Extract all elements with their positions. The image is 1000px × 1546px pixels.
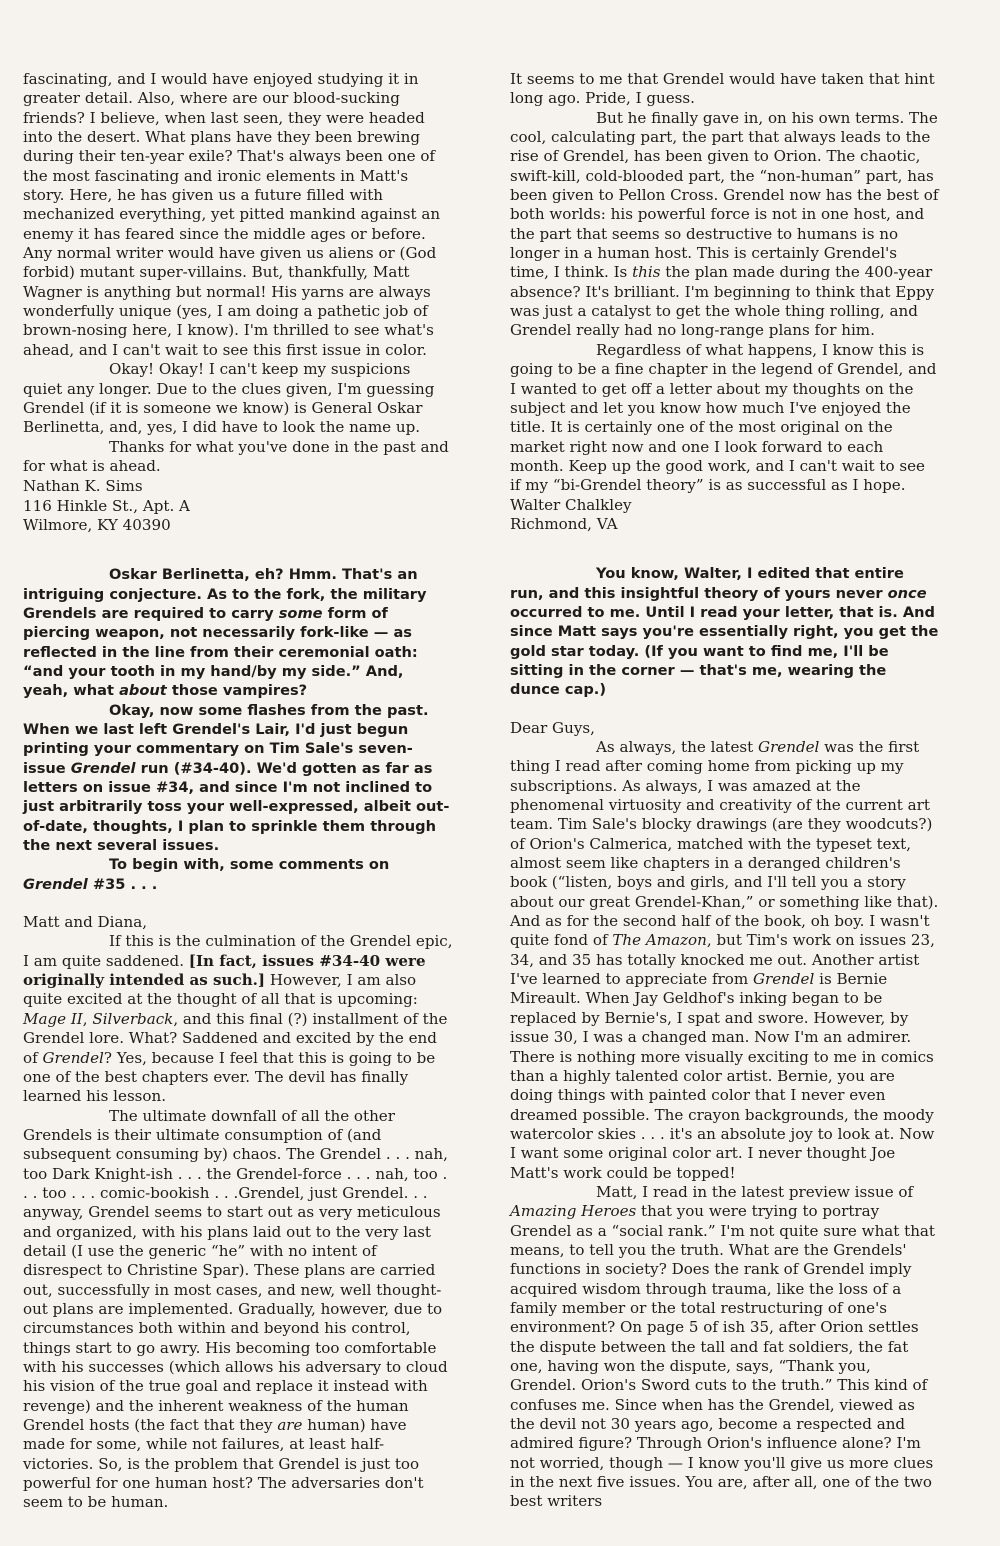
letter-paragraph: The ultimate downfall of all the other Grendels is their ultimate consumption of (and subsequent consuming by) chaos. The Grendel . . . nah, too Dark Knight-ish . . . the Grendel-force . . . nah, too . . . too . . . comic-bookish . . .Grendel, just Grendel. . . anyway, Grendel seems to start out as very meticulous and organized, with his plans laid out to the very last detail (I use the generic “he” with no intent of disrespect to Christine Spar). These plans are carried out, successfully in most cases, and new, well thought-out plans are implemented. Gradually, however, due to circumstances both within and beyond his control, things start to go awry. His becoming too comfortable with his successes (which allows his adversary to cloud his vision of the true goal and replace it instead with revenge) and the inherent weakness of the human Grendel hosts (the fact that they are human) have made for some, while not failures, at least half-victories. So, is the problem that Grendel is just too powerful for one human host? The adversaries don't seem to be human. (23, 1106, 448, 1512)
signature-name: Walter Chalkley (510, 495, 632, 514)
letter-paragraph: But he finally gave in, on his own terms. The cool, calculating part, the part that always leads to the rise of Grendel, has been given to Orion. The chaotic, swift-kill, cold-blooded part, the “non-human” part, has been given to Pellon Cross. Grendel now has the best of both worlds: his powerful force is not in one host, and the part that seems so destructive to humans is no longer in a human host. This is certainly Grendel's time, I think. Is this the plan made during the 400-year absence? It's brilliant. I'm beginning to think that Eppy was just a catalyst to get the whole thing rolling, and Grendel really had no long-range plans for him. (510, 108, 939, 340)
right-column (510, 70, 940, 1512)
editor-response: Okay, now some flashes from the past. When we last left Grendel's Lair, I'd just begun printing your commentary on Tim Sale's seven-issue Grendel run (#34-40). We'd gotten as far as letters on issue #34, and since I'm not inclined to just arbitrarily toss your well-expressed, albeit out-of-date, thoughts, I plan to sprinkle them through the next several issues. (23, 701, 450, 855)
signature-address: 116 Hinkle St., Apt. A (23, 496, 190, 515)
letter-paragraph: Regardless of what happens, I know this is going to be a fine chapter in the legend of Grendel, and I wanted to get off a letter about my thoughts on the subject and let you know how much I've enjoyed the title. It is certainly one of the most original on the market right now and one I look forward to each month. Keep up the good work, and I can't wait to see if my “bi-Grendel theory” is as successful as I hope. (510, 340, 937, 495)
left-column (23, 70, 453, 1513)
signature-block (23, 477, 453, 535)
signature-address: Wilmore, KY 40390 (23, 515, 171, 534)
letter-paragraph: Matt, I read in the latest preview issue of Amazing Heroes that you were trying to portray Grendel as a “social rank.” I'm not quite sure what that means, to tell you the truth. What are the Grendels' functions in society? Does the rank of Grendel imply acquired wisdom through trauma, like the loss of a family member or the total restructuring of one's environment? On page 5 of ish 35, after Orion settles the dispute between the tall and fat soldiers, the fat one, having won the dispute, says, “Thank you, Grendel. Orion's Sword cuts to the truth.” This kind of confuses me. Since when has the Grendel, viewed as the devil not 30 years ago, become a respected and admired figure? Through Orion's influence alone? I'm not worried, though — I know you'll give us more clues in the next five issues. You are, after all, one of the two best writers (510, 1182, 935, 1511)
letter-paragraph: If this is the culmination of the Grendel epic, I am quite saddened. [In fact, issues #34-40 were originally intended as such.] However, I am also quite excited at the thought of all that is upcoming: Mage II, Silverback, and this final (?) installment of the Grendel lore. What? Saddened and excited by the end of Grendel? Yes, because I feel that this is going to be one of the best chapters ever. The devil has finally learned his lesson. (23, 932, 453, 1106)
letter-paragraph: Okay! Okay! I can't keep my suspicions quiet any longer. Due to the clues given, I'm guessing Grendel (if it is someone we know) is General Oskar Berlinetta, and, yes, I did have to look the name up. (23, 360, 435, 437)
signature-address: Richmond, VA (510, 514, 618, 533)
letter-paragraph: Thanks for what you've done in the past and for what is ahead. (23, 437, 449, 475)
letter-paragraph: fascinating, and I would have enjoyed studying it in greater detail. Also, where are our blood-sucking friends? I believe, when last seen, they were headed into the desert. What plans have they been brewing during their ten-year exile? That's always been one of the most fascinating and ironic elements in Matt's story. Here, he has given us a future filled with mechanized everything, yet pitted mankind against an enemy it has feared since the middle ages or before. Any normal writer would have given us aliens or (God forbid) mutant super-villains. But, thankfully, Matt Wagner is anything but normal! His yarns are always wonderfully unique (yes, I am doing a pathetic job of brown-nosing here, I know). I'm thrilled to see what's ahead, and I can't wait to see this first issue in color. (23, 70, 441, 359)
letter-paragraph: As always, the latest Grendel was the first thing I read after coming home from picking up my subscriptions. As always, I was amazed at the phenomenal virtuosity and creativity of the current art team. Tim Sale's blocky drawings (are they woodcuts?) of Orion's Calmerica, matched with the typeset text, almost seem like chapters in a deranged children's book (“listen, boys and girls, and I'll tell you a story about our great Grendel-Khan,” or something like that). And as for the second half of the book, oh boy. I wasn't quite fond of The Amazon, but Tim's work on issues 23, 34, and 35 has totally knocked me out. Another artist I've learned to appreciate from Grendel is Bernie Mireault. When Jay Geldhof's inking began to be replaced by Bernie's, I spat and swore. However, by issue 30, I was a changed man. Now I'm an admirer. There is nothing more visually exciting to me in comics than a highly talented color artist. Bernie, you are doing things with painted color that I never even dreamed possible. The crayon backgrounds, the moody watercolor skies . . . it's an absolute joy to look at. Now I want some original color art. I never thought Joe Matt's work could be topped! (510, 738, 939, 1182)
editor-response: You know, Walter, I edited that entire run, and this insightful theory of yours never once occurred to me. Until I read your letter, that is. And since Matt says you're essentially right, you get the gold star today. (If you want to find me, I'll be sitting in the corner — that's me, wearing the dunce cap.) (510, 565, 939, 699)
letter-greeting: Dear Guys, (510, 718, 595, 737)
letter-greeting: Matt and Diana, (23, 913, 148, 932)
editor-response: Oskar Berlinetta, eh? Hmm. That's an intriguing conjecture. As to the fork, the military Grendels are required to carry some form of piercing weapon, not necessarily fork-like — as reflected in the line from their ceremonial oath: “and your tooth in my hand/by my side.” And, yeah, what about those vampires? (23, 566, 427, 700)
signature-name: Nathan K. Sims (23, 477, 143, 496)
signature-block (510, 496, 940, 535)
editor-response: To begin with, some comments on Grendel #35 . . . (23, 856, 390, 893)
letter-paragraph: It seems to me that Grendel would have taken that hint long ago. Pride, I guess. (510, 70, 935, 108)
